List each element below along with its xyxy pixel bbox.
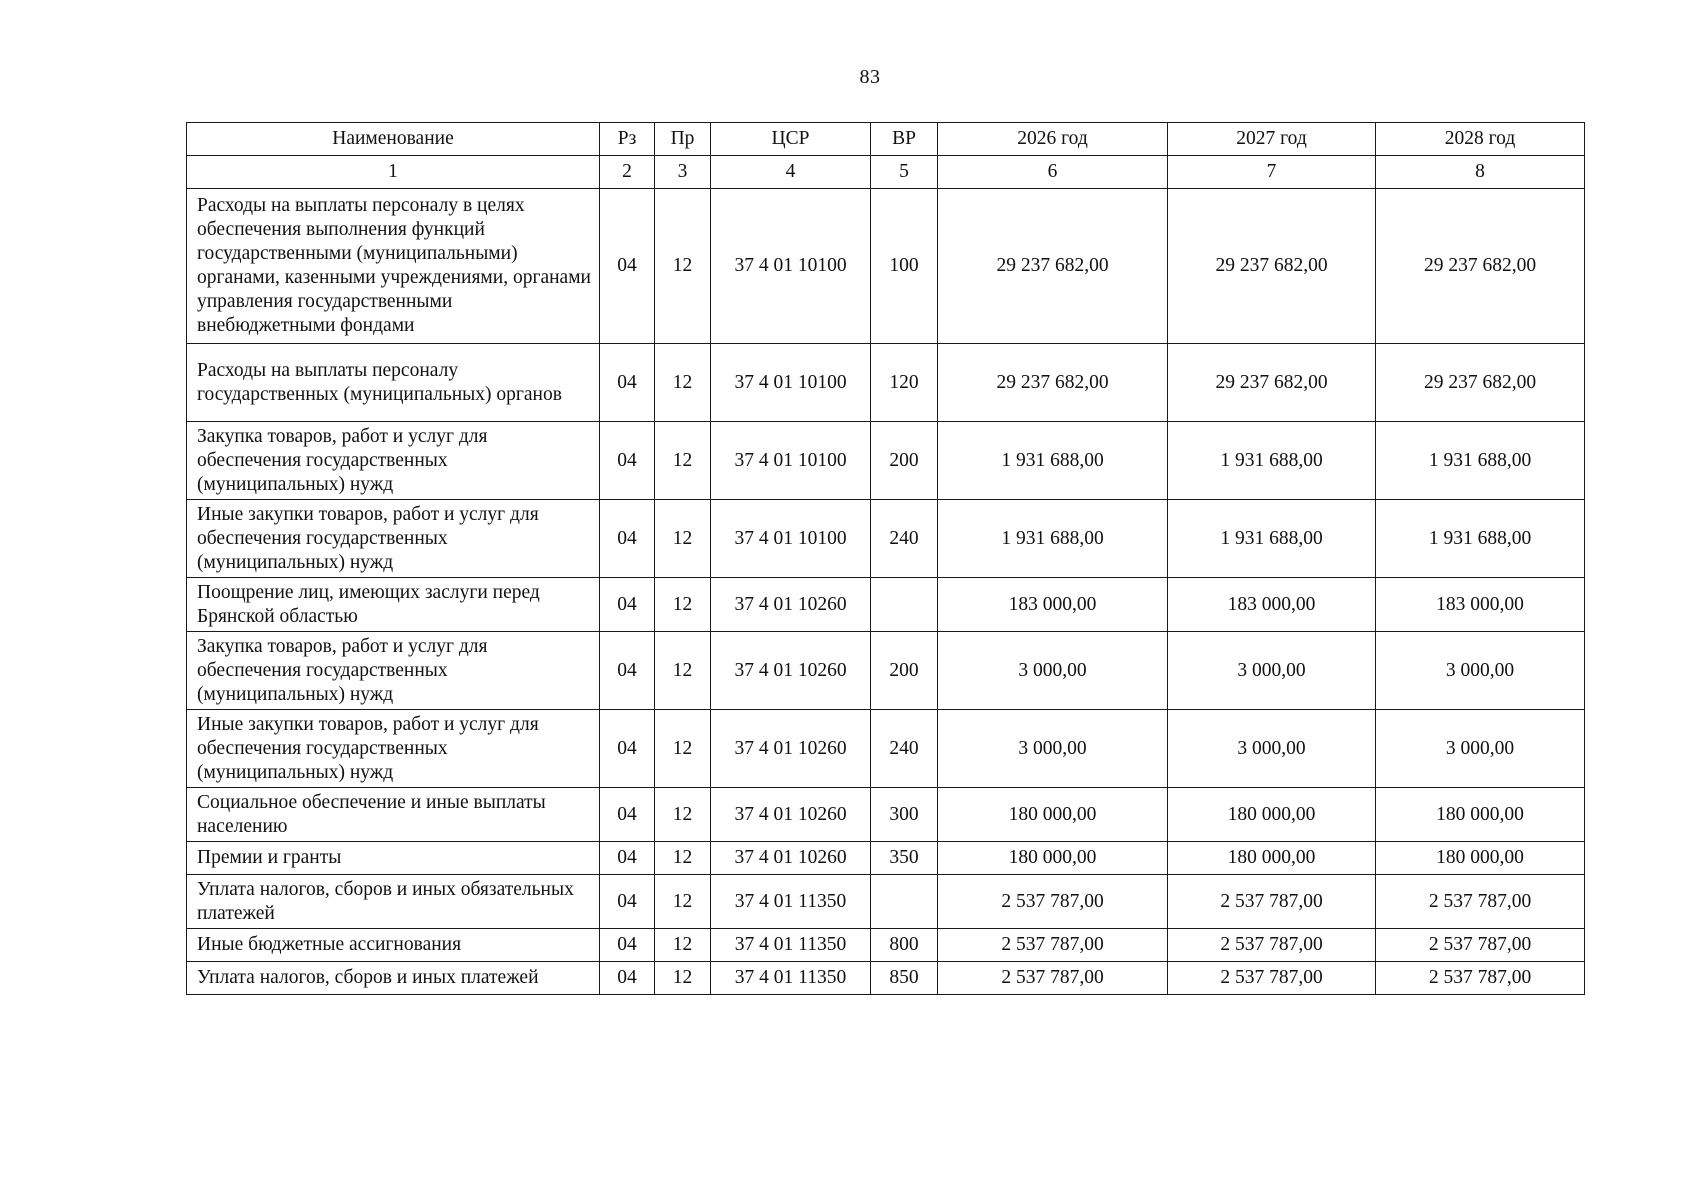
row-amount-2028: 2 537 787,00	[1376, 875, 1585, 929]
row-name: Иные бюджетные ассигнования	[187, 929, 600, 962]
row-amount-2026: 180 000,00	[938, 842, 1168, 875]
header-pr: Пр	[655, 123, 711, 156]
row-csr: 37 4 01 10260	[711, 710, 871, 788]
column-number: 7	[1168, 156, 1376, 189]
row-name: Расходы на выплаты персоналу в целях обеспечения выполнения функций государственными (муниципальными) органами, казенными учреждениями, органами управления государственными внебюджетными фондами	[187, 189, 600, 344]
row-csr: 37 4 01 10260	[711, 788, 871, 842]
column-number: 2	[600, 156, 655, 189]
row-amount-2028: 1 931 688,00	[1376, 500, 1585, 578]
table-row	[187, 422, 1585, 500]
row-amount-2027: 29 237 682,00	[1168, 189, 1376, 344]
row-pr: 12	[655, 929, 711, 962]
row-amount-2028: 2 537 787,00	[1376, 929, 1585, 962]
row-amount-2026: 1 931 688,00	[938, 422, 1168, 500]
row-csr: 37 4 01 10100	[711, 500, 871, 578]
row-name: Социальное обеспечение и иные выплаты населению	[187, 788, 600, 842]
row-pr: 12	[655, 578, 711, 632]
table-row	[187, 632, 1585, 710]
row-name: Премии и гранты	[187, 842, 600, 875]
row-amount-2027: 1 931 688,00	[1168, 500, 1376, 578]
row-amount-2027: 2 537 787,00	[1168, 962, 1376, 995]
header-name: Наименование	[187, 123, 600, 156]
row-vr: 350	[871, 842, 938, 875]
table-row	[187, 842, 1585, 875]
row-csr: 37 4 01 11350	[711, 929, 871, 962]
table-row	[187, 710, 1585, 788]
row-rz: 04	[600, 632, 655, 710]
table-body	[187, 189, 1585, 995]
row-vr: 200	[871, 422, 938, 500]
row-pr: 12	[655, 710, 711, 788]
row-name: Иные закупки товаров, работ и услуг для обеспечения государственных (муниципальных) нужд	[187, 710, 600, 788]
row-amount-2026: 29 237 682,00	[938, 344, 1168, 422]
row-csr: 37 4 01 11350	[711, 875, 871, 929]
row-vr	[871, 875, 938, 929]
row-amount-2027: 29 237 682,00	[1168, 344, 1376, 422]
row-amount-2027: 180 000,00	[1168, 842, 1376, 875]
row-amount-2026: 3 000,00	[938, 632, 1168, 710]
header-2027: 2027 год	[1168, 123, 1376, 156]
column-number: 8	[1376, 156, 1585, 189]
row-vr	[871, 578, 938, 632]
row-vr: 240	[871, 710, 938, 788]
row-vr: 100	[871, 189, 938, 344]
row-vr: 120	[871, 344, 938, 422]
column-number: 4	[711, 156, 871, 189]
row-pr: 12	[655, 500, 711, 578]
row-rz: 04	[600, 710, 655, 788]
column-number: 1	[187, 156, 600, 189]
row-csr: 37 4 01 10260	[711, 842, 871, 875]
row-amount-2028: 183 000,00	[1376, 578, 1585, 632]
row-rz: 04	[600, 500, 655, 578]
row-csr: 37 4 01 11350	[711, 962, 871, 995]
row-pr: 12	[655, 788, 711, 842]
row-vr: 300	[871, 788, 938, 842]
row-csr: 37 4 01 10260	[711, 578, 871, 632]
header-csr: ЦСР	[711, 123, 871, 156]
row-vr: 850	[871, 962, 938, 995]
table-row	[187, 189, 1585, 344]
row-pr: 12	[655, 632, 711, 710]
row-name: Закупка товаров, работ и услуг для обеспечения государственных (муниципальных) нужд	[187, 422, 600, 500]
row-rz: 04	[600, 929, 655, 962]
header-2026: 2026 год	[938, 123, 1168, 156]
row-amount-2026: 2 537 787,00	[938, 875, 1168, 929]
row-amount-2027: 2 537 787,00	[1168, 875, 1376, 929]
row-name: Иные закупки товаров, работ и услуг для обеспечения государственных (муниципальных) нужд	[187, 500, 600, 578]
row-amount-2027: 180 000,00	[1168, 788, 1376, 842]
row-name: Уплата налогов, сборов и иных платежей	[187, 962, 600, 995]
row-amount-2026: 2 537 787,00	[938, 929, 1168, 962]
table-row	[187, 344, 1585, 422]
row-amount-2027: 1 931 688,00	[1168, 422, 1376, 500]
column-number: 6	[938, 156, 1168, 189]
page-number: 83	[859, 66, 881, 88]
row-rz: 04	[600, 578, 655, 632]
row-amount-2026: 1 931 688,00	[938, 500, 1168, 578]
row-pr: 12	[655, 842, 711, 875]
table-row	[187, 788, 1585, 842]
row-rz: 04	[600, 189, 655, 344]
row-vr: 800	[871, 929, 938, 962]
row-pr: 12	[655, 962, 711, 995]
row-csr: 37 4 01 10100	[711, 344, 871, 422]
table-row	[187, 962, 1585, 995]
row-rz: 04	[600, 344, 655, 422]
row-amount-2027: 3 000,00	[1168, 632, 1376, 710]
row-rz: 04	[600, 788, 655, 842]
column-number: 3	[655, 156, 711, 189]
row-vr: 200	[871, 632, 938, 710]
row-pr: 12	[655, 875, 711, 929]
row-name: Закупка товаров, работ и услуг для обеспечения государственных (муниципальных) нужд	[187, 632, 600, 710]
table-row	[187, 500, 1585, 578]
table-row	[187, 578, 1585, 632]
row-pr: 12	[655, 422, 711, 500]
table-header	[187, 123, 1585, 189]
row-amount-2026: 180 000,00	[938, 788, 1168, 842]
row-amount-2027: 2 537 787,00	[1168, 929, 1376, 962]
row-amount-2028: 2 537 787,00	[1376, 962, 1585, 995]
row-rz: 04	[600, 842, 655, 875]
header-2028: 2028 год	[1376, 123, 1585, 156]
table-row	[187, 875, 1585, 929]
row-amount-2028: 3 000,00	[1376, 632, 1585, 710]
row-pr: 12	[655, 344, 711, 422]
row-name: Уплата налогов, сборов и иных обязательных платежей	[187, 875, 600, 929]
budget-table	[186, 122, 1585, 995]
row-amount-2028: 29 237 682,00	[1376, 189, 1585, 344]
row-csr: 37 4 01 10100	[711, 189, 871, 344]
column-number: 5	[871, 156, 938, 189]
row-amount-2028: 180 000,00	[1376, 788, 1585, 842]
row-amount-2026: 183 000,00	[938, 578, 1168, 632]
row-amount-2026: 2 537 787,00	[938, 962, 1168, 995]
row-amount-2028: 180 000,00	[1376, 842, 1585, 875]
row-csr: 37 4 01 10100	[711, 422, 871, 500]
row-pr: 12	[655, 189, 711, 344]
row-csr: 37 4 01 10260	[711, 632, 871, 710]
header-rz: Рз	[600, 123, 655, 156]
row-amount-2027: 3 000,00	[1168, 710, 1376, 788]
table-row	[187, 929, 1585, 962]
row-amount-2028: 3 000,00	[1376, 710, 1585, 788]
row-amount-2027: 183 000,00	[1168, 578, 1376, 632]
row-rz: 04	[600, 962, 655, 995]
row-name: Поощрение лиц, имеющих заслуги перед Брянской областью	[187, 578, 600, 632]
header-vr: ВР	[871, 123, 938, 156]
row-rz: 04	[600, 875, 655, 929]
row-amount-2026: 3 000,00	[938, 710, 1168, 788]
column-number-row	[187, 156, 1585, 189]
header-row	[187, 123, 1585, 156]
row-amount-2028: 1 931 688,00	[1376, 422, 1585, 500]
row-rz: 04	[600, 422, 655, 500]
row-vr: 240	[871, 500, 938, 578]
row-amount-2026: 29 237 682,00	[938, 189, 1168, 344]
row-name: Расходы на выплаты персоналу государственных (муниципальных) органов	[187, 344, 600, 422]
row-amount-2028: 29 237 682,00	[1376, 344, 1585, 422]
